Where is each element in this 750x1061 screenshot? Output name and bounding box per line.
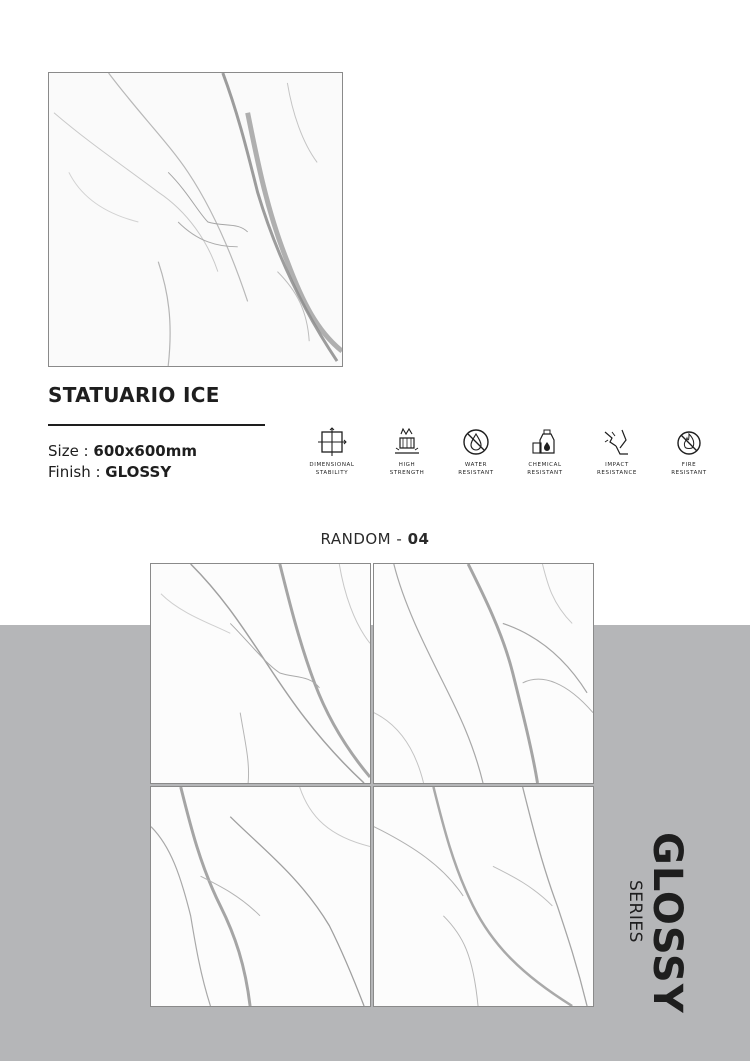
tile-face-4 [373, 786, 594, 1007]
feature-label-line1: IMPACT [605, 462, 629, 468]
feature-label-line2: RESISTANT [527, 470, 563, 476]
feature-chemical-resistant [510, 426, 580, 477]
feature-label-line1: HIGH [398, 462, 416, 468]
feature-label-line2: RESISTANT [671, 470, 707, 476]
product-name: STATUARIO ICE [48, 383, 220, 407]
series-name: GLOSSY [644, 832, 690, 1014]
feature-label-line2: STRENGTH [389, 470, 425, 476]
feature-fire-resistant [654, 426, 724, 477]
tile-face-3 [150, 786, 371, 1007]
random-count: 04 [407, 530, 430, 548]
title-divider [48, 424, 265, 426]
feature-label-line1: FIRE [681, 462, 697, 468]
feature-impact-resistance [582, 426, 652, 477]
feature-label-line2: STABILITY [315, 470, 349, 476]
random-faces-label [0, 530, 750, 548]
finish-spec [48, 463, 171, 481]
dimensional-stability-icon [317, 426, 347, 458]
water-resistant-icon [461, 426, 491, 458]
impact-resistance-icon [602, 426, 632, 458]
finish-value: GLOSSY [105, 463, 172, 481]
chemical-resistant-icon [530, 426, 560, 458]
high-strength-icon [392, 426, 422, 458]
random-tile-grid [150, 563, 595, 1007]
feature-label-line2: RESISTANCE [596, 470, 638, 476]
feature-high-strength [372, 426, 442, 477]
feature-water-resistant [441, 426, 511, 477]
fire-resistant-icon [674, 426, 704, 458]
size-spec [48, 442, 197, 460]
feature-label-line1: CHEMICAL [528, 462, 562, 468]
feature-label-line1: WATER [464, 462, 488, 468]
finish-label: Finish : [48, 463, 106, 481]
random-label-text: RANDOM - [320, 530, 408, 548]
tile-face-2 [373, 563, 594, 784]
feature-label-line2: RESISTANT [458, 470, 494, 476]
series-suffix: SERIES [625, 880, 645, 943]
tile-face-1 [150, 563, 371, 784]
feature-dimensional-stability [297, 426, 367, 477]
product-tile-image [48, 72, 343, 367]
feature-label-line1: DIMENSIONAL [309, 462, 355, 468]
size-value: 600x600mm [93, 442, 197, 460]
size-label: Size : [48, 442, 94, 460]
